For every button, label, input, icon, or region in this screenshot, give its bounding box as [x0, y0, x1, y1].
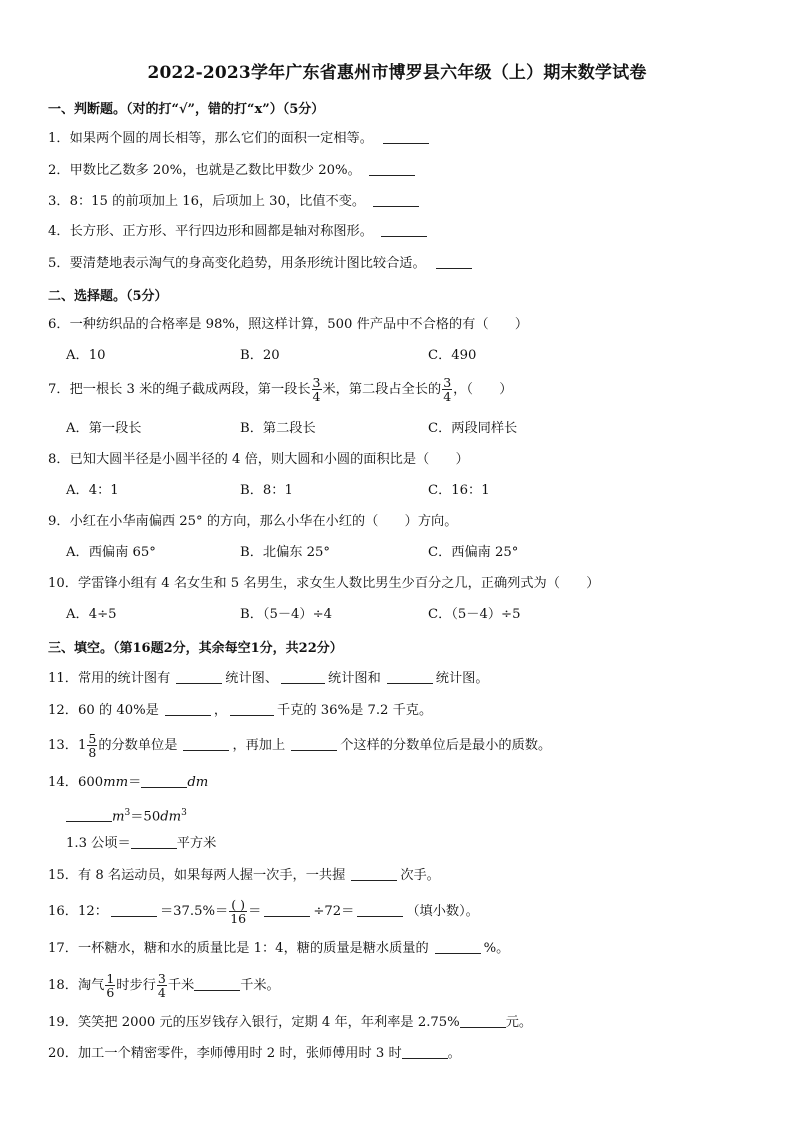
option-8b[interactable]: B．8：1: [240, 483, 293, 498]
option-9a[interactable]: A．西偏南 65°: [66, 545, 156, 560]
option-6c[interactable]: C．490: [428, 348, 477, 363]
answer-blank[interactable]: [369, 161, 415, 176]
answer-blank[interactable]: [373, 192, 419, 207]
question-7: 7．把一根长 3 米的绳子截成两段，第一段长 $\frac{3}{4}$ 米，第二段占全长的 $\frac{3}{4}$ ，（ ）: [48, 375, 513, 404]
question-4: 4．长方形、正方形、平行四边形和圆都是轴对称图形。: [48, 222, 430, 241]
answer-blank[interactable]: [402, 1044, 448, 1059]
answer-blank[interactable]: [176, 669, 222, 684]
answer-blank[interactable]: [141, 773, 187, 788]
question-14: 14．600mm＝ dm: [48, 775, 209, 790]
question-13: 13．1 $\frac{5}{8}$ 的分数单位是 ，再加上 个这样的分数单位后是最小的质数。: [48, 731, 552, 760]
section-choice: 二、选择题。（5分）: [48, 289, 168, 304]
answer-blank[interactable]: [435, 939, 481, 954]
answer-blank[interactable]: [436, 254, 472, 269]
fraction: $\frac{5}{8}$: [88, 731, 97, 760]
question-3: 3．8：15 的前项加上 16，后项加上 30，比值不变。: [48, 192, 422, 211]
answer-blank[interactable]: [351, 866, 397, 881]
exam-title: 2022-2023学年广东省惠州市博罗县六年级（上）期末数学试卷: [147, 63, 647, 83]
answer-blank[interactable]: [281, 669, 325, 684]
question-15: 15．有 8 名运动员，如果每两人握一次手，一共握 次手。: [48, 868, 440, 883]
question-2: 2．甲数比乙数多 20%，也就是乙数比甲数少 20%。: [48, 161, 418, 180]
option-9c[interactable]: C．西偏南 25°: [428, 545, 519, 560]
answer-blank[interactable]: [194, 976, 240, 991]
answer-blank[interactable]: [381, 222, 427, 237]
question-17: 17．一杯糖水，糖和水的质量比是 1：4，糖的质量是糖水质量的 %。: [48, 941, 510, 956]
answer-blank[interactable]: [131, 834, 177, 849]
answer-blank[interactable]: [264, 902, 310, 917]
answer-blank[interactable]: [66, 807, 112, 822]
answer-blank[interactable]: [357, 902, 403, 917]
section-fill-in: 三、填空。（第16题2分，其余每空1分，共22分）: [48, 641, 343, 656]
option-7b[interactable]: B．第二段长: [240, 421, 316, 436]
question-10: 10．学雷锋小组有 4 名女生和 5 名男生，求女生人数比男生少百分之几，正确列式为（ ）: [48, 576, 600, 591]
answer-blank[interactable]: [230, 701, 274, 716]
option-10b[interactable]: B．（5－4）÷4: [240, 607, 333, 622]
answer-blank[interactable]: [165, 701, 211, 716]
option-7c[interactable]: C．两段同样长: [428, 421, 518, 436]
option-8c[interactable]: C．16：1: [428, 483, 490, 498]
answer-blank[interactable]: [111, 902, 157, 917]
option-8a[interactable]: A．4：1: [66, 483, 119, 498]
section-judgment: 一、判断题。（对的打“√”，错的打“x”）（5分）: [48, 102, 325, 117]
answer-blank[interactable]: [387, 669, 433, 684]
fraction: $\frac{1}{6}$: [106, 971, 115, 1000]
fraction: $\frac{3}{4}$: [312, 375, 321, 404]
option-6a[interactable]: A．10: [66, 348, 106, 363]
option-6b[interactable]: B．20: [240, 348, 280, 363]
answer-blank[interactable]: [383, 129, 429, 144]
answer-blank[interactable]: [291, 736, 337, 751]
question-14c: 1.3 公顷＝ 平方米: [66, 836, 217, 851]
fraction: $\frac{( )}{16}$: [230, 897, 247, 926]
question-11: 11．常用的统计图有 统计图、 统计图和 统计图。: [48, 671, 489, 686]
option-9b[interactable]: B．北偏东 25°: [240, 545, 331, 560]
question-1: 1．如果两个圆的周长相等，那么它们的面积一定相等。: [48, 129, 432, 148]
option-7a[interactable]: A．第一段长: [66, 421, 142, 436]
question-6: 6．一种纺织品的合格率是 98%，照这样计算，500 件产品中不合格的有（ ）: [48, 317, 529, 332]
option-10a[interactable]: A．4÷5: [66, 607, 117, 622]
question-9: 9．小红在小华南偏西 25° 的方向，那么小华在小红的（ ）方向。: [48, 514, 458, 529]
fraction: $\frac{3}{4}$: [157, 971, 166, 1000]
question-16: 16．12： ＝37.5%＝ $\frac{( )}{16}$ ＝ ÷72＝ （填小数）。: [48, 897, 479, 926]
question-20: 20．加工一个精密零件，李师傅用时 2 时，张师傅用时 3 时 。: [48, 1046, 461, 1061]
option-10c[interactable]: C．（5－4）÷5: [428, 607, 521, 622]
question-12: 12．60 的 40%是 ， 千克的 36%是 7.2 千克。: [48, 703, 433, 718]
question-18: 18．淘气 $\frac{1}{6}$ 时步行 $\frac{3}{4}$ 千米 千米。: [48, 971, 280, 1000]
question-8: 8．已知大圆半径是小圆半径的 4 倍，则大圆和小圆的面积比是（ ）: [48, 452, 469, 467]
question-19: 19．笑笑把 2000 元的压岁钱存入银行，定期 4 年，年利率是 2.75% 元。: [48, 1015, 533, 1030]
question-5: 5．要清楚地表示淘气的身高变化趋势，用条形统计图比较合适。: [48, 254, 475, 273]
answer-blank[interactable]: [183, 736, 229, 751]
answer-blank[interactable]: [460, 1013, 506, 1028]
question-14b: $m^3=50dm^3$: [66, 804, 187, 826]
fraction: $\frac{3}{4}$: [443, 375, 452, 404]
